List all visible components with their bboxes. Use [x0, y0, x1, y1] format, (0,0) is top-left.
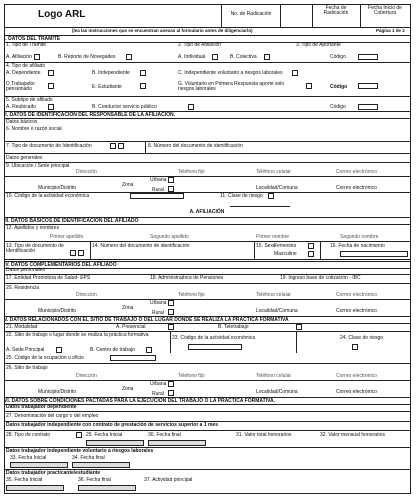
teletrabajo-label: B. Teletrabajo: [218, 324, 249, 330]
segundo-apellido-label: Segundo apellido: [150, 234, 189, 240]
section-afiliado-title: III. DATOS BÁSICOS DE IDENTIFICACIÓN DEL AFILIADO: [4, 217, 410, 225]
res-municipio-label: Municipio/Distrito: [38, 308, 77, 314]
actividad-principal-input[interactable]: [144, 485, 406, 491]
ibc-label: 19. Ingreso base de cotización - IBC: [280, 275, 361, 281]
res-direccion-label: Dirección: [76, 292, 97, 298]
dependiente-checkbox[interactable]: [48, 70, 54, 76]
fecha-nacimiento-label: 16. Fecha de nacimiento: [330, 243, 385, 249]
codigo-aportante-input[interactable]: [358, 54, 378, 60]
sitio-clase-riesgo-label: 24. Clase de riesgo: [340, 335, 384, 341]
sede-principal-label: A. Sede Principal: [6, 347, 45, 353]
tipo-contrato-label: 28. Tipo de contrato: [6, 432, 51, 438]
logo: Logo ARL: [38, 9, 86, 20]
voluntario-checkbox[interactable]: [306, 83, 312, 89]
tipo-afiliacion-label: 2. Tipo de Afiliación: [178, 42, 222, 48]
fecha-final2-input[interactable]: [72, 462, 130, 468]
ubicacion-label: 9. Ubicación / Sede principal: [6, 163, 70, 169]
radicacion-input[interactable]: [282, 7, 310, 23]
tipo-doc-afiliado-label: 13. Tipo de documento de Identificación: [6, 243, 64, 255]
subtipo-label: 5. Subtipo de afiliado: [6, 97, 53, 103]
section-responsable-title: II. DATOS DE IDENTIFICACIÓN DEL RESPONSABLE DE LA AFILIACIÓN.: [4, 111, 410, 119]
resp-correo2-label: Correo electrónico: [336, 185, 377, 191]
codigo-afiliado-label: Código: [330, 84, 348, 90]
dependiente-label: A. Dependiente: [6, 70, 41, 76]
sitio-direccion-label: Dirección: [76, 373, 97, 379]
practicante-section-label: Datos trabajador practicante/estudiante: [6, 470, 101, 476]
res-rural-label: Rural: [152, 310, 164, 316]
res-urbana-checkbox[interactable]: [168, 300, 174, 306]
sitio-practica-label: 22. Sitio de trabajo o lugar donde se realiza la práctica formativa: [6, 332, 149, 338]
modalidad-label: 21. Modalidad: [6, 324, 38, 330]
cargo-label: 27. Denominación del cargo o del empleo: [6, 413, 99, 419]
fecha-inicial3-label: 35. Fecha Inicial: [6, 477, 43, 483]
codigo-subtipo-input[interactable]: [358, 104, 378, 110]
pensionado-checkbox[interactable]: [48, 83, 54, 89]
resp-clase-riesgo-label: 11. Clase de riesgo: [220, 193, 263, 199]
res-telefono-celular-label: Teléfono celular: [256, 292, 292, 298]
tipo-afiliado-label: 4. Tipo de afiliado: [6, 63, 46, 69]
razon-social-input[interactable]: [6, 133, 408, 141]
fecha-inicial-input[interactable]: [86, 440, 144, 446]
section-tramite-title: I. DATOS DEL TRÁMITE: [4, 35, 410, 43]
datos-generales-label: Datos generales: [6, 155, 43, 161]
sitio-correo-label: Correo electrónico: [336, 373, 377, 379]
sitio-clase-riesgo-box[interactable]: [352, 344, 358, 350]
res-urbana-label: Urbana: [150, 300, 167, 306]
sitio-rural-label: Rural: [152, 391, 164, 397]
resp-telefono-fijo-label: Teléfono fijo: [178, 169, 205, 175]
res-rural-checkbox[interactable]: [168, 309, 174, 315]
fecha-cobertura-label: Fecha Inicio de Cobertura: [368, 5, 402, 17]
centro-trabajo-checkbox[interactable]: [146, 347, 152, 353]
fecha-final3-input[interactable]: [78, 485, 136, 491]
sitio-trabajo-label: 26. Sitio de trabajo: [6, 365, 48, 371]
teletrabajo-checkbox[interactable]: [296, 324, 302, 330]
codigo-afiliado-input[interactable]: [358, 83, 378, 89]
femenino-checkbox[interactable]: [308, 243, 314, 249]
res-localidad-label: Localidad/Comuna: [256, 308, 298, 314]
sitio-correo2-label: Correo electrónico: [336, 389, 377, 395]
resp-urbana-label: Urbana: [150, 177, 167, 183]
afiliacion-label: A. Afiliación: [6, 54, 32, 60]
reubicado-label: A. Reubicado: [6, 104, 37, 110]
actividad-principal-label: 37. Actividad principal: [144, 477, 193, 483]
radicacion-label: No. de Radicación: [230, 11, 272, 17]
resp-rural-label: Rural: [152, 187, 164, 193]
afiliacion-checkbox[interactable]: [34, 54, 40, 60]
afiliacion-band: A. AFILIACIÓN: [189, 209, 225, 215]
femenino-label: Femenino: [274, 243, 297, 249]
resp-correo-label: Correo electrónico: [336, 169, 377, 175]
tipo-doc-responsable-box-2[interactable]: [118, 143, 124, 149]
valor-total-label: 31. Valor total honorarios: [236, 432, 292, 438]
segundo-nombre-label: Segundo nombre: [340, 234, 379, 240]
masculino-label: Masculino: [274, 251, 297, 257]
sitio-zona-label: Zona: [122, 386, 134, 392]
tipo-doc-responsable-box-1[interactable]: [110, 143, 116, 149]
fecha-final-input[interactable]: [148, 440, 206, 446]
independiente-checkbox[interactable]: [140, 70, 146, 76]
sitio-codigo-actividad-label: 23. Código de la actividad económica: [172, 335, 256, 341]
individual-checkbox[interactable]: [212, 54, 218, 60]
num-doc-responsable-label: 8. Número del documento de identificación: [148, 143, 243, 149]
fecha-final2-label: 34. Fecha final: [72, 455, 105, 461]
sede-principal-checkbox[interactable]: [56, 347, 62, 353]
fecha-final3-label: 36. Fecha final: [78, 477, 111, 483]
indep-voluntario-checkbox[interactable]: [292, 70, 298, 76]
resp-direccion-label: Dirección: [76, 169, 97, 175]
estudiante-label: E. Estudiante: [92, 84, 122, 90]
voluntario-label: G. Voluntario en Primera Respuesta aporte solo riesgos laborales: [178, 81, 285, 93]
sitio-municipio-label: Municipio/Distrito: [38, 389, 77, 395]
voluntario-section-label: Datos trabajador independiente voluntario a riesgos laborales: [6, 448, 154, 454]
primer-apellido-label: Primer apellido: [50, 234, 84, 240]
fecha-final-label: 30. Fecha final: [148, 432, 181, 438]
sitio-urbana-checkbox[interactable]: [168, 381, 174, 387]
res-zona-label: Zona: [122, 305, 134, 311]
sexo-label: 15. Sexo: [256, 243, 276, 249]
tipo-doc-afiliado-box-2[interactable]: [78, 250, 84, 256]
pensionado-label: D.Trabajador pensionado: [6, 81, 35, 93]
tipo-tramite-label: 1. Tipo de Trámite: [6, 42, 47, 48]
sitio-localidad-label: Localidad/Comuna: [256, 389, 298, 395]
residencia-label: 20. Residencia: [6, 285, 40, 291]
tipo-contrato-box[interactable]: [76, 432, 82, 438]
sitio-telefono-fijo-label: Teléfono fijo: [178, 373, 205, 379]
sitio-codigo-actividad-input[interactable]: [188, 344, 242, 350]
resp-codigo-actividad-input[interactable]: [130, 193, 184, 199]
sitio-urbana-label: Urbana: [150, 381, 167, 387]
tipo-doc-afiliado-box-1[interactable]: [70, 250, 76, 256]
independiente-label: B. Independiente: [92, 70, 130, 76]
resp-clase-riesgo-box[interactable]: [268, 193, 274, 199]
codigo-subtipo-label: Código: [330, 104, 346, 110]
fecha-inicial-label: 29. Fecha Inicial: [86, 432, 123, 438]
indep-voluntario-label: C. Independiente voluntario a riesgos laborales: [178, 70, 283, 76]
resp-urbana-checkbox[interactable]: [168, 177, 174, 183]
valor-mensual-label: 32. Valor mensual honorarios: [320, 432, 385, 438]
section-condiciones-title: VI. DATOS SOBRE CONDICIONES PACTADAS PARA LA EJECUCIÓN DEL TRABAJO O LA PRÁCTICA FORMATIVA.: [4, 397, 410, 405]
reubicado-checkbox[interactable]: [48, 104, 54, 110]
res-correo-label: Correo electrónico: [336, 292, 377, 298]
datos-personales-label: Datos personales: [6, 267, 45, 273]
section-sitio-title: V. DATOS RELACIONADOS CON EL SITIO DE TRABAJO O DEL LUGAR DONDE SE REALIZA LA PRÁCTICA FORMATIVA: [4, 316, 410, 324]
res-correo2-label: Correo electrónico: [336, 308, 377, 314]
resp-municipio-label: Municipio/Distrito: [38, 185, 77, 191]
colectiva-label: B. Colectiva: [230, 54, 257, 60]
tipo-doc-responsable-label: 7. Tipo de documento de Identificación: [6, 143, 92, 149]
ocupacion-input[interactable]: [110, 355, 156, 361]
resp-codigo-actividad-label: 10. Código de la actividad económica: [6, 193, 90, 199]
fecha-nacimiento-input[interactable]: [340, 251, 408, 257]
apellidos-nombres-label: 12. Apellidos y nombres: [6, 225, 60, 231]
section-complementarios-title: IV. DATOS COMPLEMENTARIOS DEL AFILIADO: [4, 261, 410, 269]
masculino-checkbox[interactable]: [308, 251, 314, 257]
dependiente-section-label: Datos trabajador dependiente: [6, 404, 77, 410]
ocupacion-label: 25. Código de la ocupación u oficio: [6, 355, 84, 361]
resp-zona-label: Zona: [122, 182, 134, 188]
conductor-checkbox[interactable]: [188, 104, 194, 110]
primer-nombre-label: Primer nombre: [256, 234, 290, 240]
sitio-rural-checkbox[interactable]: [168, 390, 174, 396]
presencial-label: A. Presencial: [116, 324, 146, 330]
presencial-checkbox[interactable]: [168, 324, 174, 330]
individual-label: A. Individual: [178, 54, 206, 60]
cargo-input[interactable]: [106, 414, 406, 420]
reporte-novedades-checkbox[interactable]: [126, 54, 132, 60]
estudiante-checkbox[interactable]: [140, 83, 146, 89]
afp-label: 18. Administradora de Pensiones: [150, 275, 224, 281]
codigo-label: Código: [330, 54, 346, 60]
instructions-text: (lea las instrucciones que se encuentran anexas al formulario antes de diligenciarlo): [72, 28, 253, 33]
fecha-inicial3-input[interactable]: [6, 485, 64, 491]
centro-trabajo-label: B. Centro de trabajo: [90, 347, 135, 353]
fecha-inicial2-label: 33. Fecha Inicial: [10, 455, 47, 461]
tipo-aportante-label: 3. Tipo de Aportante: [296, 42, 341, 48]
resp-localidad-label: Localidad/Comuna: [256, 185, 298, 191]
num-doc-afiliado-label: 14. Número del documento de identificación: [92, 243, 190, 249]
sitio-telefono-celular-label: Teléfono celular: [256, 373, 292, 379]
reporte-novedades-label: B. Reporte de Novegades: [58, 54, 116, 60]
fecha-inicial2-input[interactable]: [10, 462, 68, 468]
res-telefono-fijo-label: Teléfono fijo: [178, 292, 205, 298]
razon-social-label: 6. Nombre o razón social: [6, 126, 62, 132]
contrato-section-label: Datos trabajador independiente con contrato de prestación de servicios superior a 1 mes: [6, 422, 219, 428]
conductor-label: B. Conductor servicio público: [92, 104, 157, 110]
resp-clase-riesgo-input[interactable]: [230, 202, 290, 207]
page-number: Página 1 de 2: [376, 28, 405, 33]
resp-telefono-celular-label: Teléfono celular: [256, 169, 292, 175]
eps-label: 17. Entidad Promotora de Salud- EPS: [6, 275, 91, 281]
fecha-radicacion-label: Fecha de Radicación: [323, 5, 349, 17]
colectiva-checkbox[interactable]: [264, 54, 270, 60]
datos-basicos-label: Datos básicos: [6, 119, 38, 125]
